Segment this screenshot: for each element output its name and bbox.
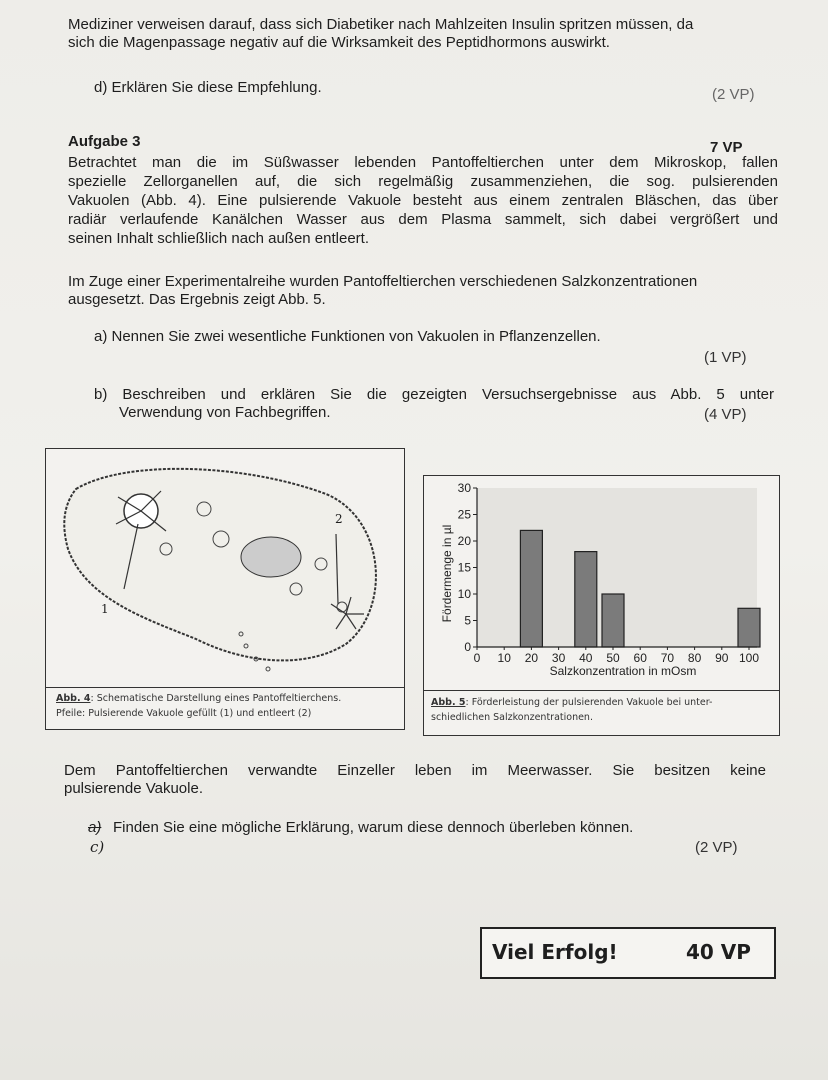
y-tick-label: 15 [457, 560, 471, 575]
bar-50 [602, 594, 624, 647]
x-tick-label: 0 [473, 651, 481, 665]
y-tick-label: 10 [457, 587, 471, 601]
task-a-points: (1 VP) [704, 349, 747, 366]
x-tick-label: 60 [633, 651, 647, 665]
task-c-points: (2 VP) [695, 839, 738, 856]
task-b-line-1: b) Beschreiben und erklären Sie die gezeigten Versuchsergebnisse aus Abb. 5 unter [94, 386, 774, 403]
para3-line-2: pulsierende Vakuole. [64, 780, 203, 797]
intro-line-2: sich die Magenpassage negativ auf die Wirksamkeit des Peptidhormons auswirkt. [68, 34, 610, 51]
good-luck-text: Viel Erfolg! [492, 940, 618, 964]
y-tick-label: 25 [457, 507, 471, 522]
paramecium-illustration [46, 449, 404, 689]
caption-line-2: schiedlichen Salzkonzentrationen. [431, 712, 593, 723]
y-axis-label: Fördermenge in µl [440, 524, 454, 623]
figure-4 [45, 448, 405, 730]
task-d-points: (2 VP) [712, 86, 755, 103]
para2-line-1: Im Zuge einer Experimentalreihe wurden Pantoffeltierchen verschiedenen Salzkonzentrationen [68, 273, 698, 290]
figure-5-caption [431, 695, 712, 725]
bar-40 [575, 552, 597, 647]
x-tick-label: 40 [579, 651, 593, 665]
para1-line-3: Vakuolen (Abb. 4). Eine pulsierende Vakuole besteht aus einem zentralen Bläschen, das über [68, 192, 778, 209]
caption-line-1: : Förderleistung der pulsierenden Vakuole bei unter- [465, 697, 713, 708]
x-tick-label: 100 [738, 651, 760, 665]
figure-5 [423, 475, 780, 736]
label-1: 1 [101, 602, 109, 616]
para1-line-2: spezielle Zellorganellen auf, die sich regelmäßig zusammenziehen, die sog. pulsierenden [68, 173, 778, 190]
bar-chart [424, 476, 779, 691]
task-d-text: d) Erklären Sie diese Empfehlung. [94, 79, 322, 96]
x-tick-label: 10 [497, 651, 511, 665]
x-tick-label: 70 [660, 651, 675, 665]
figure-5-label: Abb. 5 [431, 697, 466, 708]
aufgabe-3-points: 7 VP [710, 139, 743, 156]
para1-line-4: radiär verlaufende Kanälchen Wasser aus dem Plasma sammelt, sich dabei vergrößert und [68, 211, 778, 228]
task-c-text: Finden Sie eine mögliche Erklärung, warum diese dennoch überleben können. [113, 819, 634, 836]
x-tick-label: 20 [524, 651, 539, 665]
x-axis-label: Salzkonzentration in mOsm [549, 664, 697, 678]
para2-line-2: ausgesetzt. Das Ergebnis zeigt Abb. 5. [68, 291, 326, 308]
x-tick-label: 30 [551, 651, 566, 665]
para3-line-1: Dem Pantoffeltierchen verwandte Einzeller leben im Meerwasser. Sie besitzen keine [64, 762, 766, 779]
label-2: 2 [335, 512, 343, 526]
bar-100 [738, 608, 760, 647]
caption-line-1: : Schematische Darstellung eines Pantoffeltierchens. [90, 693, 342, 704]
y-tick-label: 5 [464, 613, 471, 628]
figure-4-caption [56, 691, 341, 721]
total-points: 40 VP [686, 940, 751, 964]
x-tick-label: 90 [715, 651, 729, 665]
bar-20 [520, 530, 542, 647]
x-tick-label: 80 [687, 651, 702, 665]
para1-line-5: seinen Inhalt schließlich nach außen entleert. [68, 230, 370, 247]
y-tick-label: 0 [464, 640, 471, 654]
handwritten-correction: c) [90, 838, 105, 856]
task-b-points: (4 VP) [704, 406, 747, 423]
para1-line-1: Betrachtet man die im Süßwasser lebenden Pantoffeltierchen unter dem Mikroskop, fallen [68, 154, 778, 171]
intro-line-1: Mediziner verweisen darauf, dass sich Diabetiker nach Mahlzeiten Insulin spritzen müssen, da [68, 16, 694, 33]
task-a-text: a) Nennen Sie zwei wesentliche Funktionen von Vakuolen in Pflanzenzellen. [94, 328, 601, 345]
task-b-line-2: Verwendung von Fachbegriffen. [119, 404, 331, 421]
figure-4-label: Abb. 4 [56, 693, 91, 704]
y-tick-label: 30 [457, 481, 471, 495]
y-tick-label: 20 [457, 534, 471, 548]
task-marker: a) [88, 819, 102, 836]
x-tick-label: 50 [606, 651, 620, 665]
caption-line-2: Pfeile: Pulsierende Vakuole gefüllt (1) und entleert (2) [56, 708, 312, 719]
aufgabe-3-title: Aufgabe 3 [68, 133, 141, 150]
final-box [480, 927, 776, 979]
